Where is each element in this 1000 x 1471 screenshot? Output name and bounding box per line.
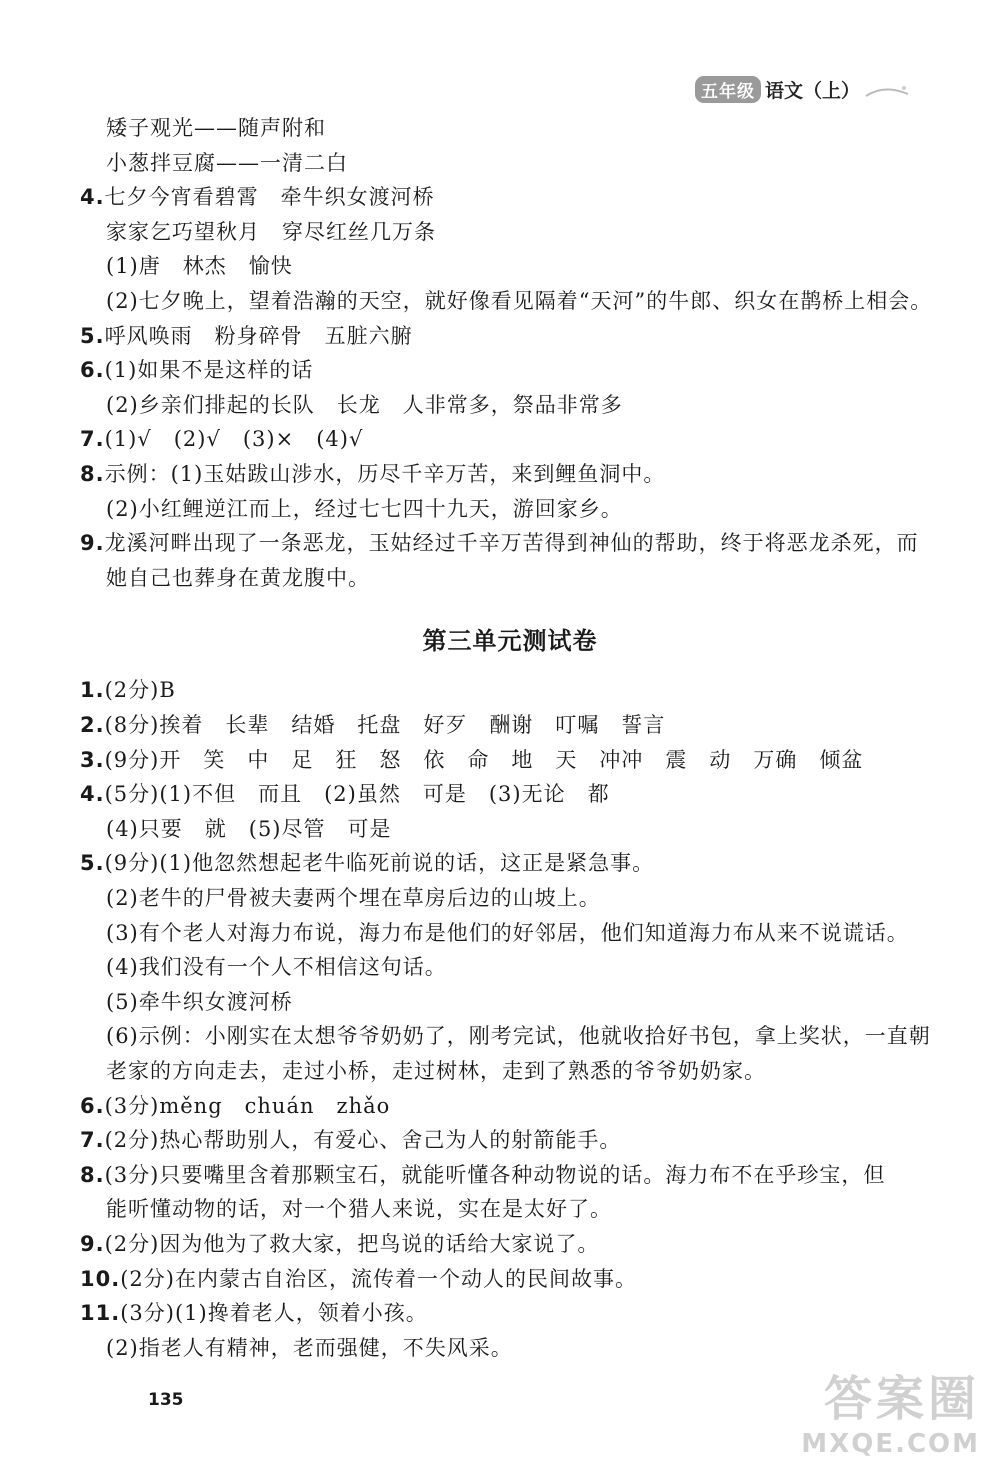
answer-text: 她自己也葬身在黄龙腹中。 [106,565,370,590]
answer-text: (2分)在内蒙古自治区，流传着一个动人的民间故事。 [120,1266,637,1291]
answer-line [80,1125,621,1155]
answer-text: (4)我们没有一个人不相信这句话。 [106,955,447,980]
question-number: 5. [80,323,105,348]
answer-line [80,1091,390,1121]
answer-text: (9分)开 笑 中 足 狂 怒 依 命 地 天 冲冲 震 动 万确 倾盆 [104,747,864,772]
answer-line [106,251,293,281]
answer-line [106,148,348,178]
question-number: 10. [80,1266,121,1291]
answer-text: (2)指老人有精神，老而强健，不失风采。 [106,1335,513,1360]
answer-line [80,321,413,351]
answer-line [80,745,863,775]
answer-line [80,182,435,212]
answer-line [106,217,436,247]
question-number: 3. [80,747,105,772]
question-number: 9. [80,1232,105,1256]
answer-text: (3分)只要嘴里含着那颗宝石，就能听懂各种动物说的话。海力布不在乎珍宝，但 [104,1162,886,1187]
answer-text: (9分)(1)他忽然想起老牛临死前说的话，这正是紧急事。 [104,851,655,876]
question-number: 4. [80,782,105,807]
watermark-logo: 答案圈 [823,1371,980,1427]
header-decoration-icon [864,80,910,100]
question-number: 5. [80,851,105,876]
question-number: 7. [80,1128,105,1153]
answer-text: 呼风唤雨 粉身碎骨 五脏六腑 [104,323,413,348]
answer-text: 家家乞巧望秋月 穿尽红丝几万条 [106,219,436,244]
answer-line [106,814,392,844]
answer-text: (2分)因为他为了救大家，把鸟说的话给大家说了。 [104,1232,600,1256]
answer-line [80,779,610,809]
answer-line [80,1264,637,1294]
answer-line [106,883,601,913]
answer-text: (2)乡亲们排起的长队 长龙 人非常多，祭品非常多 [106,392,623,417]
answer-text: (5)牵牛织女渡河桥 [106,989,293,1014]
answer-text: 七夕今宵看碧霄 牵牛织女渡河桥 [104,185,435,210]
question-number: 11. [80,1301,121,1326]
answer-text: (1)唐 林杰 愉快 [106,254,293,279]
answer-text: (2)老牛的尸骨被夫妻两个埋在草房后边的山坡上。 [106,886,601,910]
answer-text: (5分)(1)不但 而且 (2)虽然 可是 (3)无论 都 [104,782,610,807]
answer-text: (3分)měng chuán zhǎo [104,1093,391,1118]
question-number: 8. [80,1162,105,1187]
answer-text: (8分)挨着 长辈 结婚 托盘 好歹 酬谢 叮嘱 誓言 [104,713,666,737]
answer-line [106,1333,513,1363]
answer-text: (3)有个老人对海力布说，海力布是他们的好邻居，他们知道海力布从来不说谎话。 [106,920,909,945]
answer-text: (1)√ (2)√ (3)× (4)√ [104,427,364,452]
answer-text: 小葱拌豆腐——一清二白 [106,150,348,175]
answer-text: (1)如果不是这样的话 [104,358,314,383]
answer-line [106,918,909,948]
answer-text: 示例：(1)玉姑跋山涉水，历尽千辛万苦，来到鲤鱼洞中。 [104,462,666,486]
answer-line [106,390,623,420]
answer-line [106,987,293,1017]
question-number: 6. [80,1093,105,1118]
answer-line [106,113,326,143]
answer-line [80,710,665,740]
answer-line [80,355,313,385]
question-number: 2. [80,713,105,737]
answer-text: 能听懂动物的话，对一个猎人来说，实在是太好了。 [106,1197,612,1222]
answer-text: 龙溪河畔出现了一条恶龙，玉姑经过千辛万苦得到神仙的帮助，终于将恶龙杀死，而 [104,531,919,556]
answer-line [106,494,623,524]
answer-line [80,1229,599,1259]
answer-line [80,848,654,878]
answer-line [80,1160,885,1190]
question-number: 7. [80,427,105,452]
page-number: 135 [148,1390,184,1410]
question-number: 1. [80,678,105,703]
answer-line [106,1194,612,1224]
answer-line [80,528,919,558]
grade-tag: 五年级 [695,76,761,103]
question-number: 9. [80,531,105,556]
watermark [801,1360,980,1459]
answer-line [80,675,176,705]
answer-text: (2)七夕晚上，望着浩瀚的天空，就好像看见隔着“天河”的牛郎、织女在鹊桥上相会。 [106,289,933,313]
answer-text: (6)示例：小刚实在太想爷爷奶奶了，刚考完试，他就收拾好书包，拿上奖状，一直朝 [106,1024,931,1049]
watermark-url: MXQE.COM [801,1429,980,1459]
answer-line [106,1056,766,1086]
question-number: 4. [80,185,105,210]
answer-text: (2分)B [104,678,176,703]
question-number: 8. [80,462,105,486]
subject-label: 语文（上） [764,80,860,102]
answer-line [106,1021,931,1051]
answer-line [80,1298,428,1328]
answer-text: 老家的方向走去，走过小桥，走过树林，走到了熟悉的爷爷奶奶家。 [106,1059,766,1083]
answer-line [106,952,447,982]
answer-line [80,459,665,489]
answer-line [80,424,363,454]
page-header [695,76,910,103]
question-number: 6. [80,358,105,383]
answer-text: 矮子观光——随声附和 [106,116,326,140]
answer-line [106,286,932,316]
answer-text: (2)小红鲤逆江而上，经过七七四十九天，游回家乡。 [106,496,623,521]
answer-line [106,563,370,593]
answer-text: (4)只要 就 (5)尽管 可是 [106,816,392,841]
answer-text: (2分)热心帮助别人，有爱心、舍己为人的射箭能手。 [104,1128,622,1153]
answer-text: (3分)(1)搀着老人，领着小孩。 [120,1301,428,1326]
section-title: 第三单元测试卷 [422,627,598,656]
